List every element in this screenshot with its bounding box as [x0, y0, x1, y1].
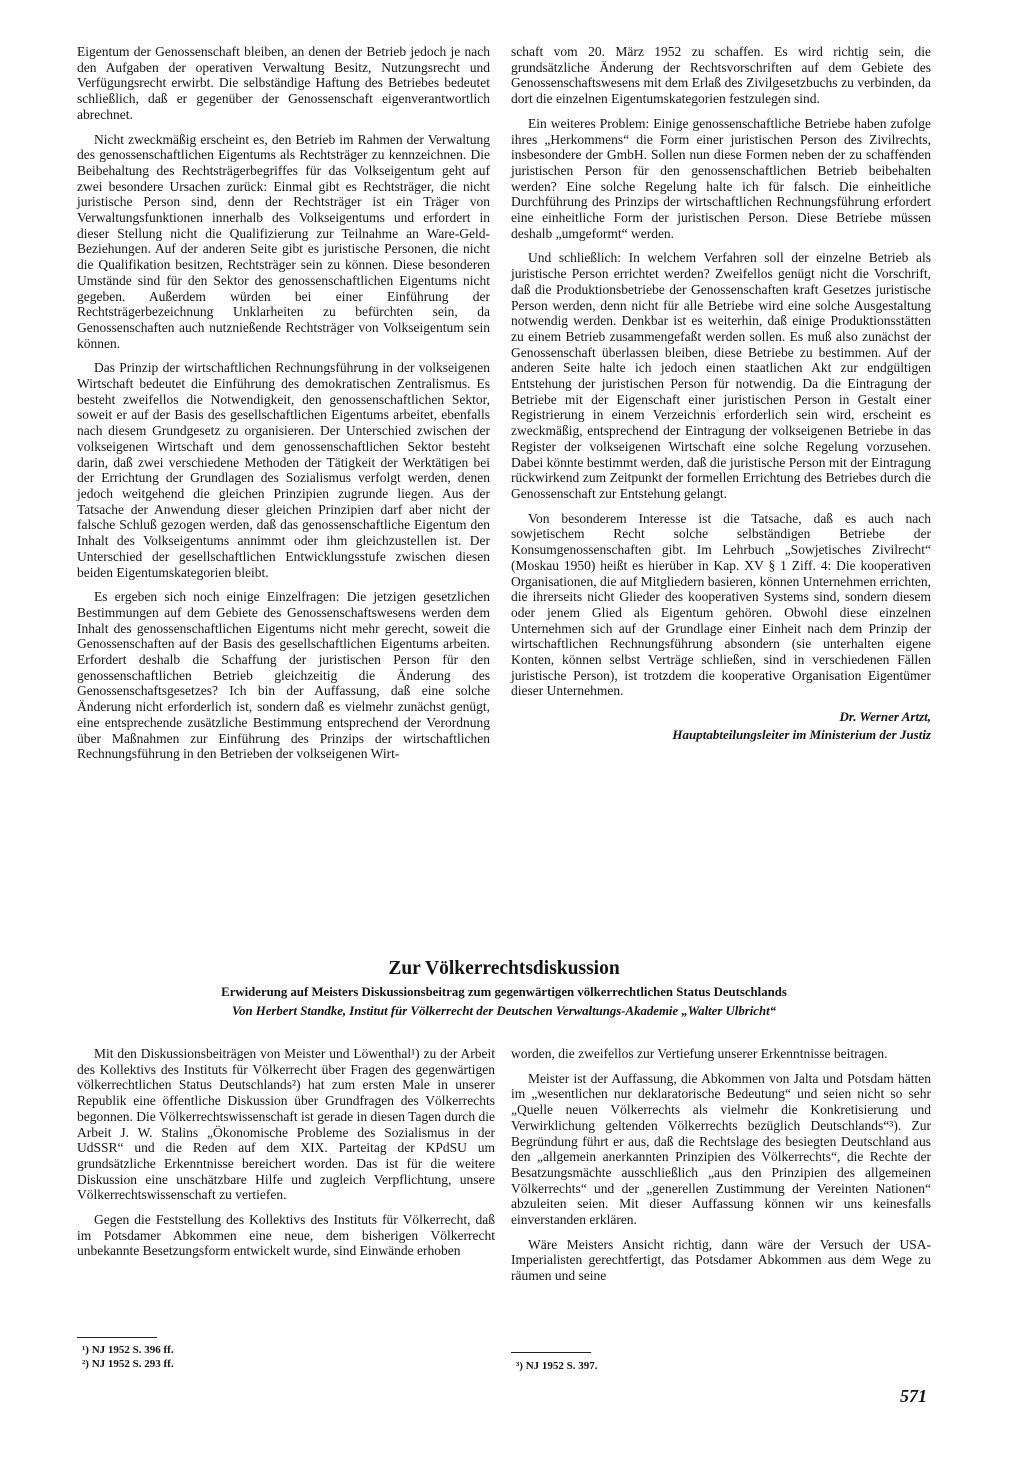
paragraph: Das Prinzip der wirtschaftlichen Rechnungsführung in der volkseigenen Wirtschaft bedeutet die Einführung des demokratischen Zentralismus. Es besteht zweifellos die Notwendigkeit, den genossenschaftlichen Sektor, soweit er auf der Basis des gesellschaftlichen Eigentums arbeitet, ebenfalls nach diesem Grundgesetz zu organisieren. Der Unterschied zwischen der volkseigenen Wirtschaft und dem genossenschaftlichen Sektor besteht darin, daß zwei verschiedene Methoden der Tätigkeit der Werktätigen bei der Errichtung der Grundlagen des Sozialismus verfolgt werden, denen jedoch weitgehend die gleichen Prinzipien zugrunde liegen. Aus der Tatsache der Anwendung dieser gleichen Prinzipien darf aber nicht der falsche Schluß gezogen werden, daß das genossenschaftliche Eigentum den Inhalt des Volkseigentums annimmt oder ihm gleichzustellen ist. Der Unterschied der gesellschaftlichen Entwicklungsstufe zwischen diesen beiden Eigentumskategorien bleibt.	[77, 360, 490, 580]
paragraph: Mit den Diskussionsbeiträgen von Meister und Löwenthal¹) zu der Arbeit des Kollektivs des Instituts für Völkerrecht über Fragen des gegenwärtigen völkerrechtlichen Status Deutschlands²) hat zum ersten Male in unserer Republik eine öffentliche Diskussion über Grundfragen des Völkerrechts begonnen. Die Völkerrechtswissenschaft ist gerade in diesen Tagen durch die Arbeit J. W. Stalins „Ökonomische Probleme des Sozialismus in der UdSSR“ und die Reden auf dem XIX. Parteitag der KPdSU um grundsätzliche Erkenntnisse bereichert worden. Das ist für die weitere Diskussion eine unschätzbare Hilfe und zugleich Verpflichtung, unsere Völkerrechtswissenschaft zu vertiefen.	[77, 1046, 495, 1203]
footnote: ³) NJ 1952 S. 397.	[516, 1360, 598, 1372]
paragraph: Und schließlich: In welchem Verfahren soll der einzelne Betrieb als juristische Person errichtet werden? Zweifellos genügt nicht die Vorschrift, daß die Produktionsbetriebe der Genossenschaften kraft Gesetzes juristische Person werden, denn nicht für alle Betriebe wird eine solche Ausgestaltung notwendig werden. Denkbar ist es weiterhin, daß einige Produktionsstätten zu einem Betrieb zusammengefaßt werden sollen. Es muß also zunächst der Genossenschaft überlassen bleiben, diese Betriebe zu bestimmen. Auf der anderen Seite halte ich jedoch einen staatlichen Akt zur endgültigen Entstehung der juristischen Person für notwendig. Da die Eintragung der Betriebe mit der Eigenschaft einer juristischen Person in Gestalt einer Registrierung in einem Verzeichnis erforderlich sein wird, erscheint es zweckmäßig, entsprechend der Eintragung der volkseigenen Betriebe in das Register der volkseigenen Wirtschaft eine solche Regelung vorzusehen. Dabei könnte bestimmt werden, daß die juristische Person mit der Eintragung rückwirkend zum Zeitpunkt der formellen Errichtung des Betriebes durch die Genossenschaft zur Entstehung gelangt.	[511, 250, 931, 501]
footnotes-left	[82, 1343, 174, 1371]
footnote: ¹) NJ 1952 S. 396 ff.	[82, 1344, 174, 1356]
paragraph: Ein weiteres Problem: Einige genossenschaftliche Betriebe haben zufolge ihres „Herkommens“ die Form einer juristischen Person des Zivilrechts, insbesondere der GmbH. Sollen nun diese Formen neben der zu schaffenden juristischen Person für den genossenschaftlichen Betrieb beibehalten werden? Eine solche Regelung halte ich für falsch. Die einheitliche Durchführung des Prinzips der wirtschaftlichen Rechnungsführung erfordert eine einheitliche Form der juristischen Person. Diese Betriebe müssen deshalb „umgeformt“ werden.	[511, 115, 931, 241]
footnote-divider	[77, 1337, 157, 1338]
article2-column-left	[77, 1046, 495, 1268]
paragraph: worden, die zweifellos zur Vertiefung unserer Erkenntnisse beitragen.	[511, 1046, 888, 1061]
section-byline: Von Herbert Standke, Institut für Völkerrecht der Deutschen Verwaltungs-Akademie „Walter Ulbricht“	[231, 1004, 777, 1018]
article2-column-right	[511, 1046, 931, 1293]
paragraph: Gegen die Feststellung des Kollektivs des Instituts für Völkerrecht, daß im Potsdamer Abkommen eine neue, dem bisherigen Völkerrecht unbekannte Besetzungsform entwickelt wurde, sind Einwände erhoben	[77, 1212, 495, 1259]
section-title: Zur Völkerrechtsdiskussion	[388, 958, 620, 979]
paragraph: schaft vom 20. März 1952 zu schaffen. Es wird richtig sein, die grundsätzliche Änderung der Rechtsvorschriften auf dem Gebiete des Genossenschaftswesens mit dem Erlaß des Zivilgesetzbuchs zu verbinden, da dort die einzelnen Eigentumskategorien festzulegen sind.	[511, 44, 931, 107]
section-subtitle: Erwiderung auf Meisters Diskussionsbeitrag zum gegenwärtigen völkerrechtlichen Status Deutschlands	[221, 985, 787, 999]
article1-column-left	[77, 44, 490, 771]
footnotes-right	[516, 1359, 598, 1373]
paragraph: Wäre Meisters Ansicht richtig, dann wäre der Versuch der USA-Imperialisten gerechtfertigt, das Potsdamer Abkommen aus dem Wege zu räumen und seine	[511, 1236, 931, 1284]
paragraph: Von besonderem Interesse ist die Tatsache, daß es auch nach sowjetischem Recht solche selbständigen Betriebe der Konsumgenossenschaften gibt. Im Lehrbuch „Sowjetisches Zivilrecht“ (Moskau 1950) heißt es hierüber in Kap. XV § 1 Ziff. 4: Die kooperativen Organisationen, die auf Mitgliedern basieren, können Unternehmen errichten, die ihrerseits nicht Glieder des kooperativen Systems sind, sondern diesem oder jenem Glied als Eigentum gehören. Obwohl diese einzelnen Unternehmen sich auf der Grundlage einer Einheit nach dem Prinzip der wirtschaftlichen Rechnungsführung absondern (sie unterhalten eigene Konten, können selbst Verträge schließen, sind in verschiedenen Fällen juristische Person), ist trotzdem die kooperative Organisation Eigentümer dieser Unternehmen.	[511, 510, 931, 699]
paragraph: Meister ist der Auffassung, die Abkommen von Jalta und Potsdam hätten im „wesentlichen nur deklaratorische Bedeutung“ und seien nicht so sehr „Quelle neuen Völkerrechts als vielmehr die Konkretisierung und Verwirklichung geltenden Völkerrechts bezüglich Deutschlands“³). Zur Begründung führt er aus, daß die Rechtslage des besiegten Deutschland aus den „allgemein anerkannten Prinzipien des Völkerrechts“, die Rechte der Besatzungsmächte ausschließlich „aus den Prinzipien des allgemeinen Völkerrechts“ und der „generellen Zustimmung der Vereinten Nationen“ abzuleiten seien. Mit dieser Auffassung können wir uns keinesfalls einverstanden erklären.	[511, 1070, 931, 1228]
page-number: 571	[900, 1386, 927, 1406]
article2-heading	[77, 957, 931, 1020]
footnote: ²) NJ 1952 S. 293 ff.	[82, 1358, 174, 1370]
footnote-divider	[511, 1352, 591, 1353]
paragraph: Nicht zweckmäßig erscheint es, den Betrieb im Rahmen der Verwaltung des genossenschaftlichen Eigentums als Rechtsträger zu kennzeichnen. Die Beibehaltung des Rechtsträgerbegriffes für das Volkseigentum geht auf zwei besondere Ursachen zurück: Einmal gibt es Rechtsträger, die nicht juristische Person sind, denn der Rechtsträger ist ein Träger von Verwaltungsfunktionen innerhalb des Volkseigentums und erfordert in dieser Stellung nicht die Qualifizierung zur Teilnahme an Ware-Geld-Beziehungen. Auf der anderen Seite gibt es juristische Personen, die nicht die Qualifikation besitzen, Rechtsträger sein zu können. Diese besonderen Umstände sind für den Sektor des genossenschaftlichen Eigentums nicht gegeben. Außerdem würden bei einer Einführung der Rechtsträgerbezeichnung Unklarheiten zu befürchten sein, da Genossenschaften auch nutznießende Rechtsträger von Volkseigentum sein können.	[77, 131, 490, 351]
author-name: Dr. Werner Artzt,	[839, 709, 931, 725]
paragraph: Es ergeben sich noch einige Einzelfragen: Die jetzigen gesetzlichen Bestimmungen auf dem Gebiete des Genossenschaftswesens werden dem Inhalt des genossenschaftlichen Eigentums nicht mehr gerecht, soweit die Genossenschaften auf der Basis des gesellschaftlichen Eigentums arbeiten. Erfordert deshalb die Schaffung der juristischen Person für den genossenschaftlichen Betrieb gleichzeitig die Änderung des Genossenschaftsgesetzes? Ich bin der Auffassung, daß eine solche Änderung nicht erforderlich ist, sondern daß es vielmehr zunächst genügt, eine entsprechende zusätzliche Bestimmung entsprechend der Verordnung über Maßnahmen zur Einführung des Prinzips der wirtschaftlichen Rechnungsführung in den Betrieben der volkseigenen Wirt-	[77, 589, 490, 762]
article1-column-right	[511, 44, 931, 744]
paragraph: Eigentum der Genossenschaft bleiben, an denen der Betrieb jedoch je nach den Aufgaben der operativen Verwaltung Besitz, Nutzungsrecht und Verfügungsrecht erwirbt. Die selbständige Haftung des Betriebes bedeutet schließlich, daß er gegenüber der Genossenschaft eigenverantwortlich abrechnet.	[77, 44, 490, 122]
author-position: Hauptabteilungsleiter im Ministerium der Justiz	[672, 727, 931, 743]
